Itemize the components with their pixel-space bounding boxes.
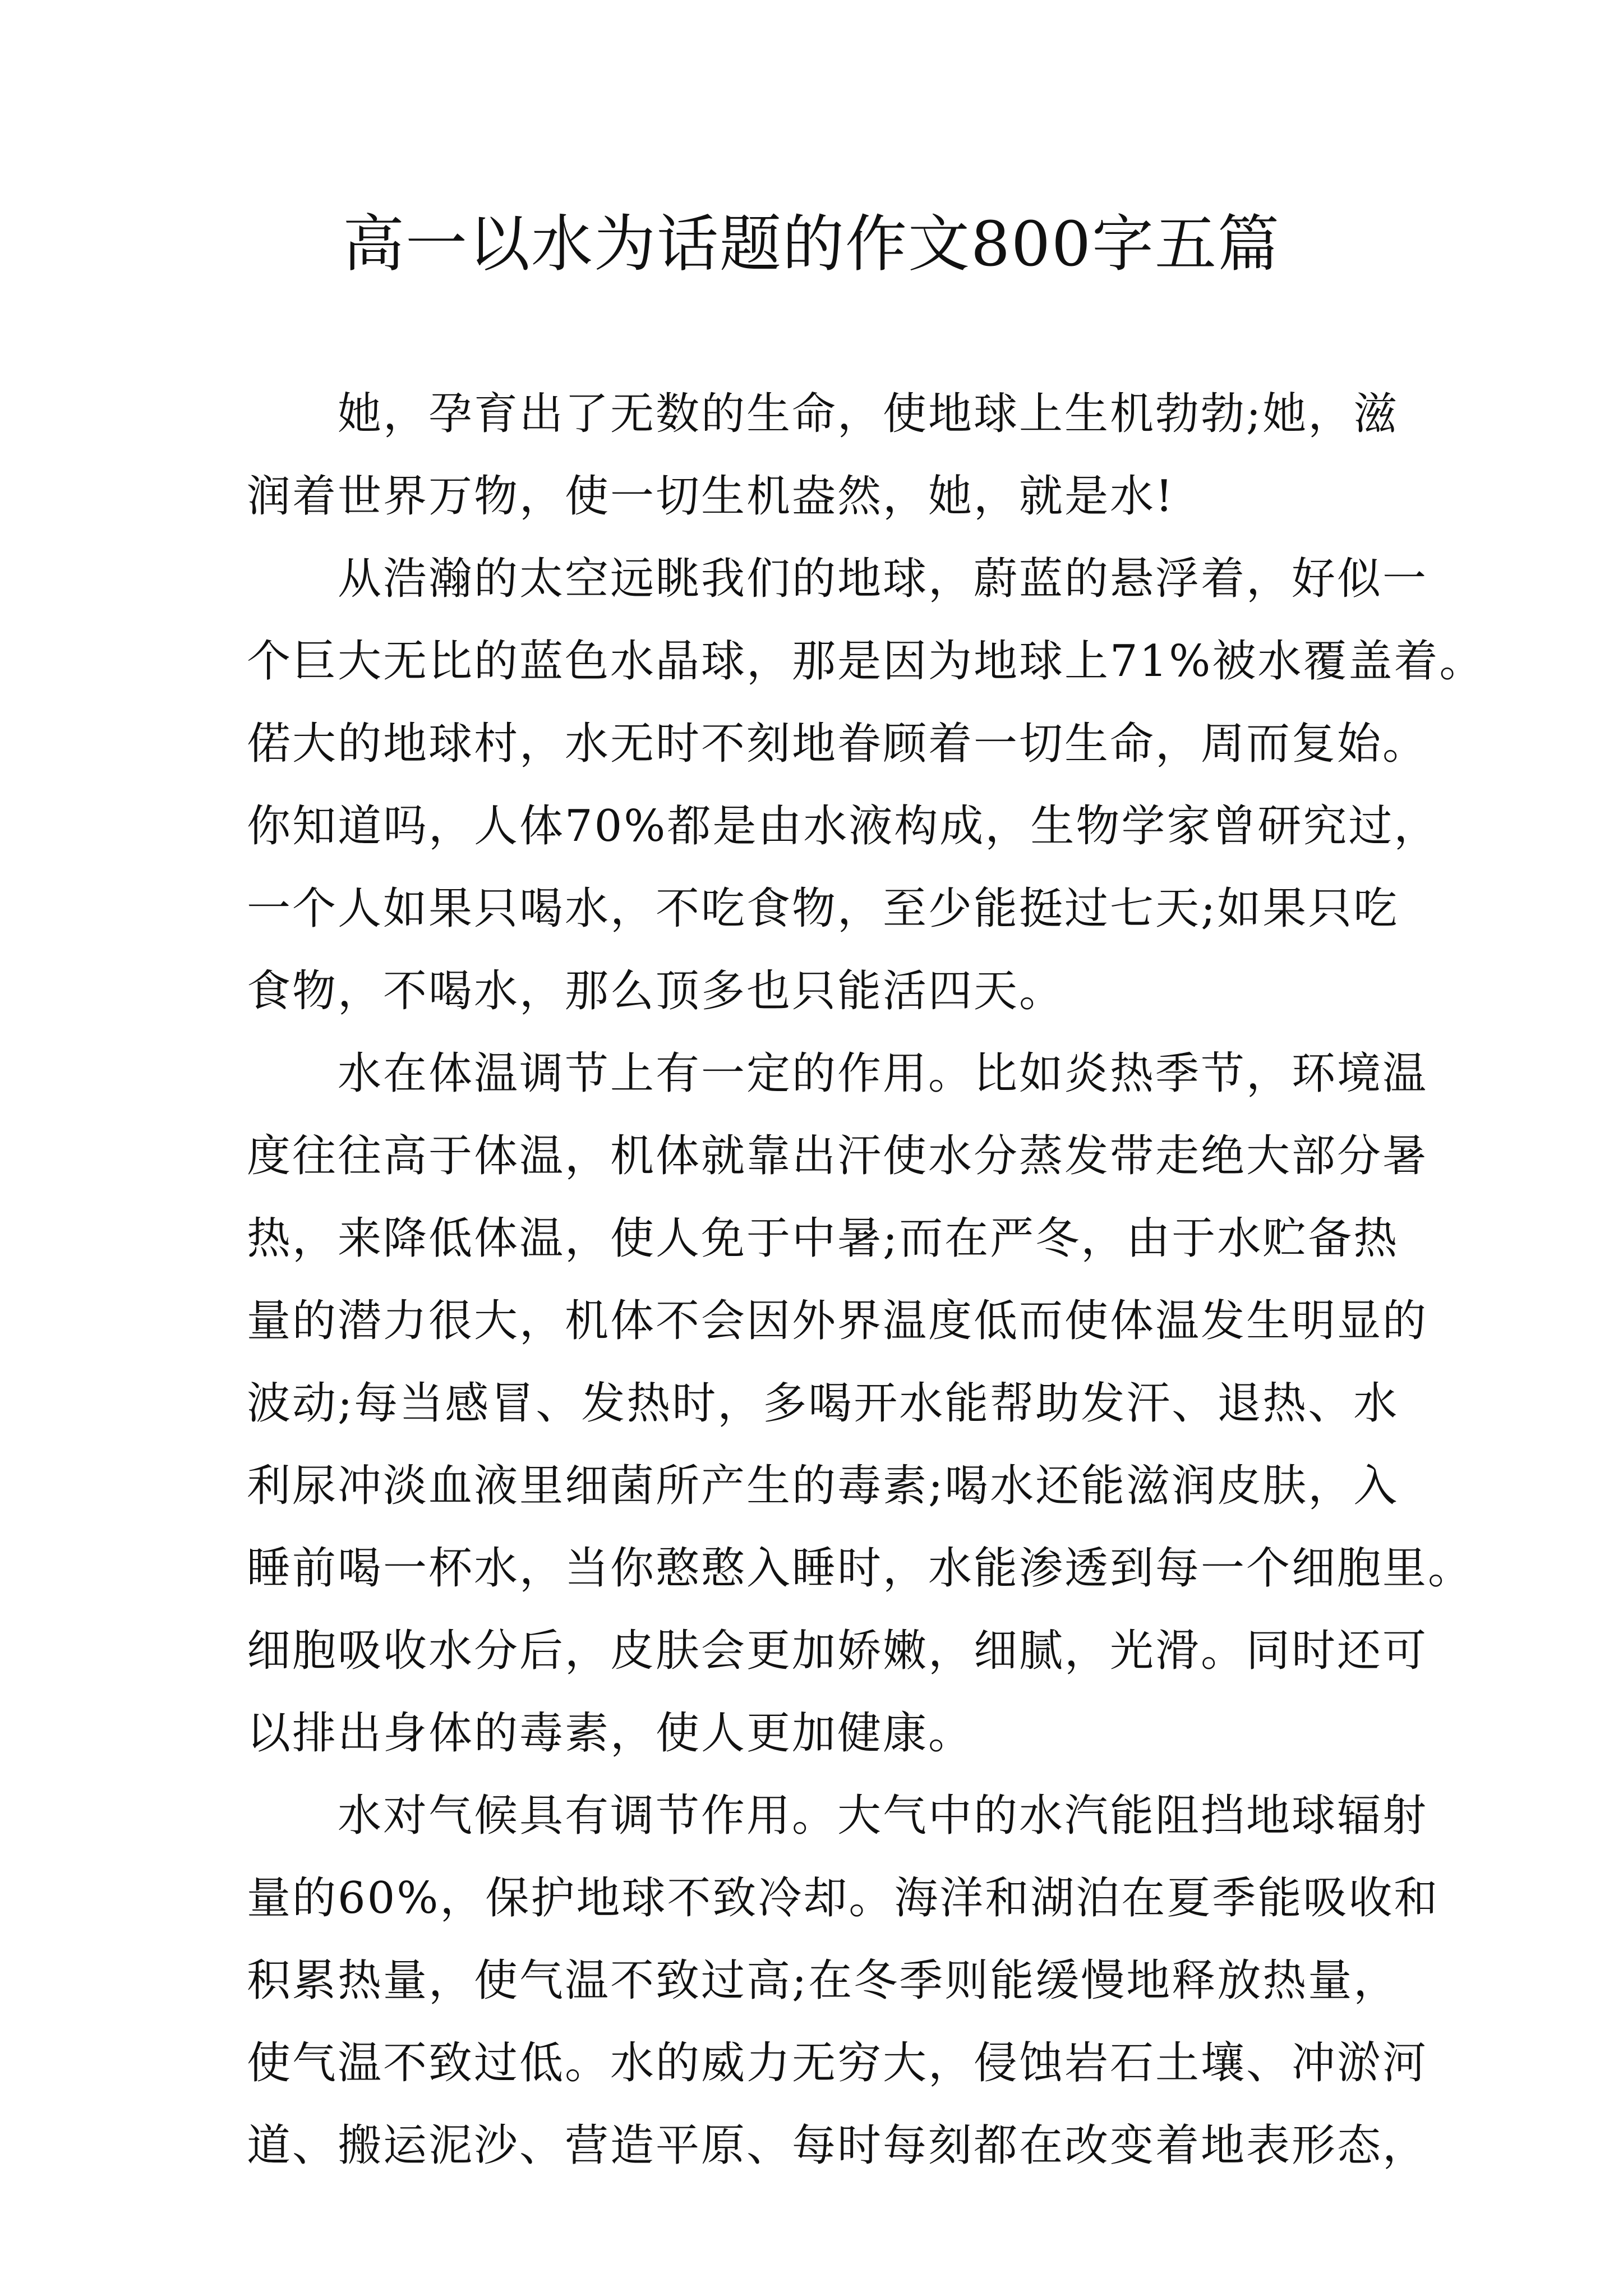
text-line: 一个人如果只喝水，不吃食物，至少能挺过七天;如果只吃 — [247, 884, 1399, 934]
text-line: 睡前喝一杯水，当你憨憨入睡时，水能渗透到每一个细胞里。 — [247, 1543, 1474, 1594]
text-line: 使气温不致过低。水的威力无穷大，侵蚀岩石土壤、冲淤河 — [247, 2038, 1428, 2088]
text-line: 量的60%，保护地球不致冷却。海洋和湖泊在夏季能吸收和 — [247, 1873, 1440, 1924]
document-body — [247, 373, 1485, 2187]
text-line: 道、搬运泥沙、营造平原、每时每刻都在改变着地表形态， — [247, 2120, 1428, 2171]
text-line: 利尿冲淡血液里细菌所产生的毒素;喝水还能滋润皮肤，入 — [247, 1461, 1399, 1511]
text-line: 食物，不喝水，那么顶多也只能活四天。 — [247, 966, 1065, 1016]
text-line: 积累热量，使气温不致过高;在冬季则能缓慢地释放热量， — [247, 1955, 1399, 2006]
text-line: 以排出身体的毒素，使人更加健康。 — [247, 1708, 974, 1759]
text-line: 细胞吸收水分后，皮肤会更加娇嫩，细腻，光滑。同时还可 — [247, 1626, 1428, 1676]
paragraph-2 — [247, 538, 1485, 1033]
document-title: 高一以水为话题的作文800字五篇 — [343, 208, 1280, 280]
text-line: 波动;每当感冒、发热时，多喝开水能帮助发汗、退热、水 — [247, 1378, 1399, 1429]
text-line: 量的潜力很大，机体不会因外界温度低而使体温发生明显的 — [247, 1296, 1428, 1346]
text-line: 度往往高于体温，机体就靠出汗使水分蒸发带走绝大部分暑 — [247, 1131, 1428, 1181]
text-line: 从浩瀚的太空远眺我们的地球，蔚蓝的悬浮着，好似一 — [247, 554, 1428, 604]
text-line: 水对气候具有调节作用。大气中的水汽能阻挡地球辐射 — [247, 1791, 1428, 1841]
text-line: 偌大的地球村，水无时不刻地眷顾着一切生命，周而复始。 — [247, 719, 1428, 769]
paragraph-1 — [247, 373, 1402, 538]
text-line: 你知道吗，人体70%都是由水液构成，生物学家曾研究过， — [247, 801, 1440, 852]
text-line: 润着世界万物，使一切生机盎然，她，就是水! — [247, 471, 1175, 522]
text-line: 个巨大无比的蓝色水晶球，那是因为地球上71%被水覆盖着。 — [247, 636, 1485, 687]
text-line: 水在体温调节上有一定的作用。比如炎热季节，环境温 — [247, 1048, 1428, 1099]
paragraph-3 — [247, 1033, 1474, 1775]
text-line: 热，来降低体温，使人免于中暑;而在严冬，由于水贮备热 — [247, 1213, 1399, 1264]
paragraph-4 — [247, 1775, 1440, 2187]
text-line: 她，孕育出了无数的生命，使地球上生机勃勃;她，滋 — [247, 389, 1399, 439]
